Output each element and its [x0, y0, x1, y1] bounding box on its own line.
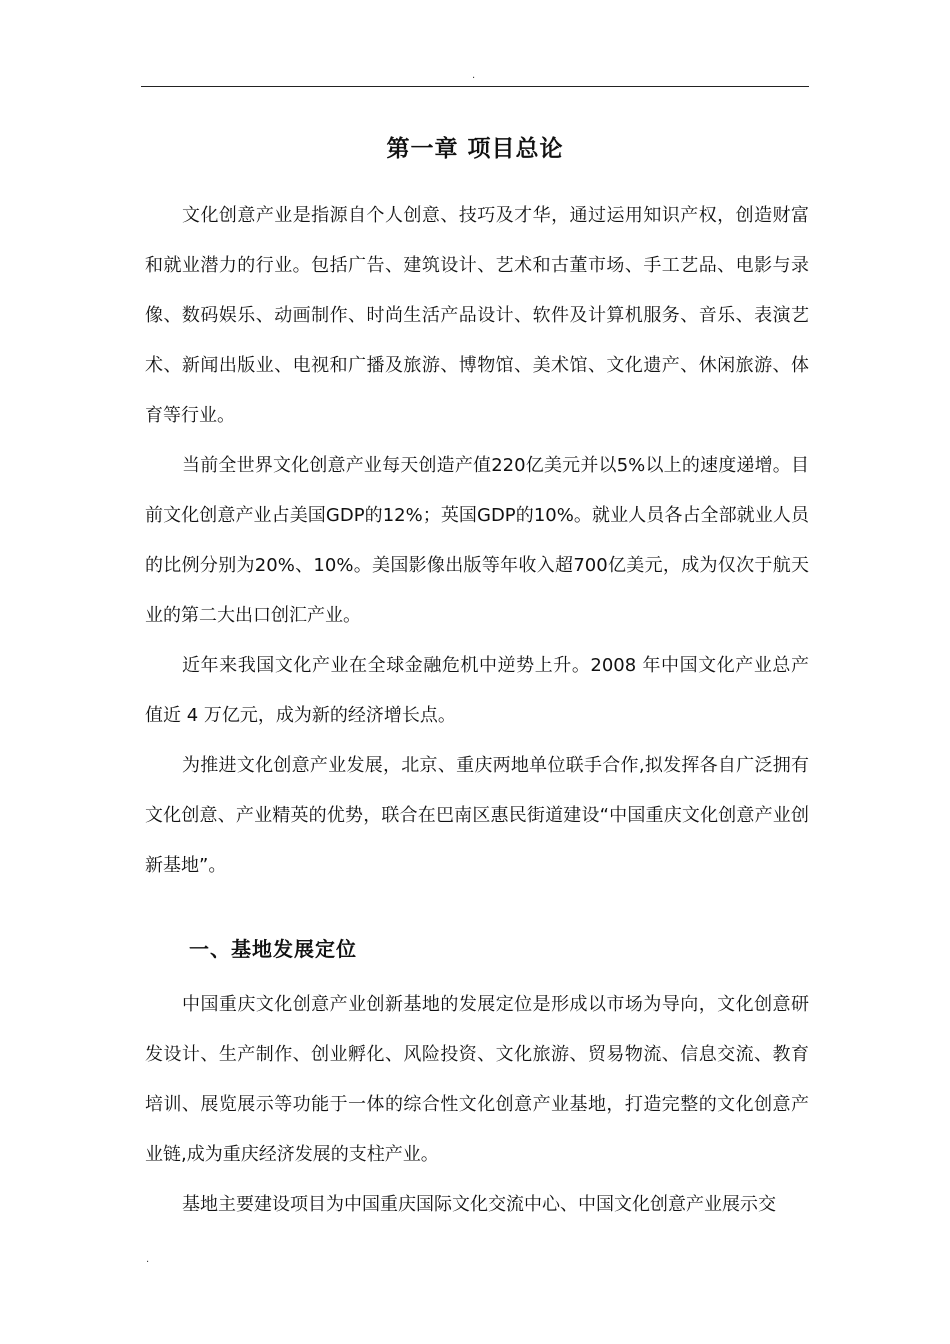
header-marker: . — [472, 70, 476, 81]
section-paragraph: 基地主要建设项目为中国重庆国际文化交流中心、中国文化创意产业展示交 — [182, 1194, 776, 1215]
body-paragraph: 为推进文化创意产业发展，北京、重庆两地单位联手合作,拟发挥各自广泛拥有文化创意、产业精英的优势，联合在巴南区惠民街道建设“中国重庆文化创意产业创新基地”。 — [145, 755, 809, 876]
body-paragraph: 近年来我国文化产业在全球金融危机中逆势上升。2008 年中国文化产业总产值近 4 万亿元，成为新的经济增长点。 — [145, 655, 809, 726]
header-rule — [141, 86, 809, 87]
chapter-title: 第一章 项目总论 — [386, 136, 564, 163]
body-paragraph: 当前全世界文化创意产业每天创造产值220亿美元并以5%以上的速度递增。目前文化创意产业占美国GDP的12%；英国GDP的10%。就业人员各占全部就业人员的比例分别为20%、10%。美国影像出版等年收入超700亿美元，成为仅次于航天业的第二大出口创汇产业。 — [145, 455, 809, 626]
section-paragraph: 中国重庆文化创意产业创新基地的发展定位是形成以市场为导向，文化创意研发设计、生产制作、创业孵化、风险投资、文化旅游、贸易物流、信息交流、教育培训、展览展示等功能于一体的综合性文化创意产业基地，打造完整的文化创意产业链,成为重庆经济发展的支柱产业。 — [145, 994, 809, 1165]
body-paragraph: 文化创意产业是指源自个人创意、技巧及才华，通过运用知识产权，创造财富和就业潜力的行业。包括广告、建筑设计、艺术和古董市场、手工艺品、电影与录像、数码娱乐、动画制作、时尚生活产品设计、软件及计算机服务、音乐、表演艺术、新闻出版业、电视和广播及旅游、博物馆、美术馆、文化遗产、休闲旅游、体育等行业。 — [145, 205, 809, 426]
footer-marker: . — [146, 1254, 150, 1265]
section-heading: 一、基地发展定位 — [189, 936, 357, 961]
